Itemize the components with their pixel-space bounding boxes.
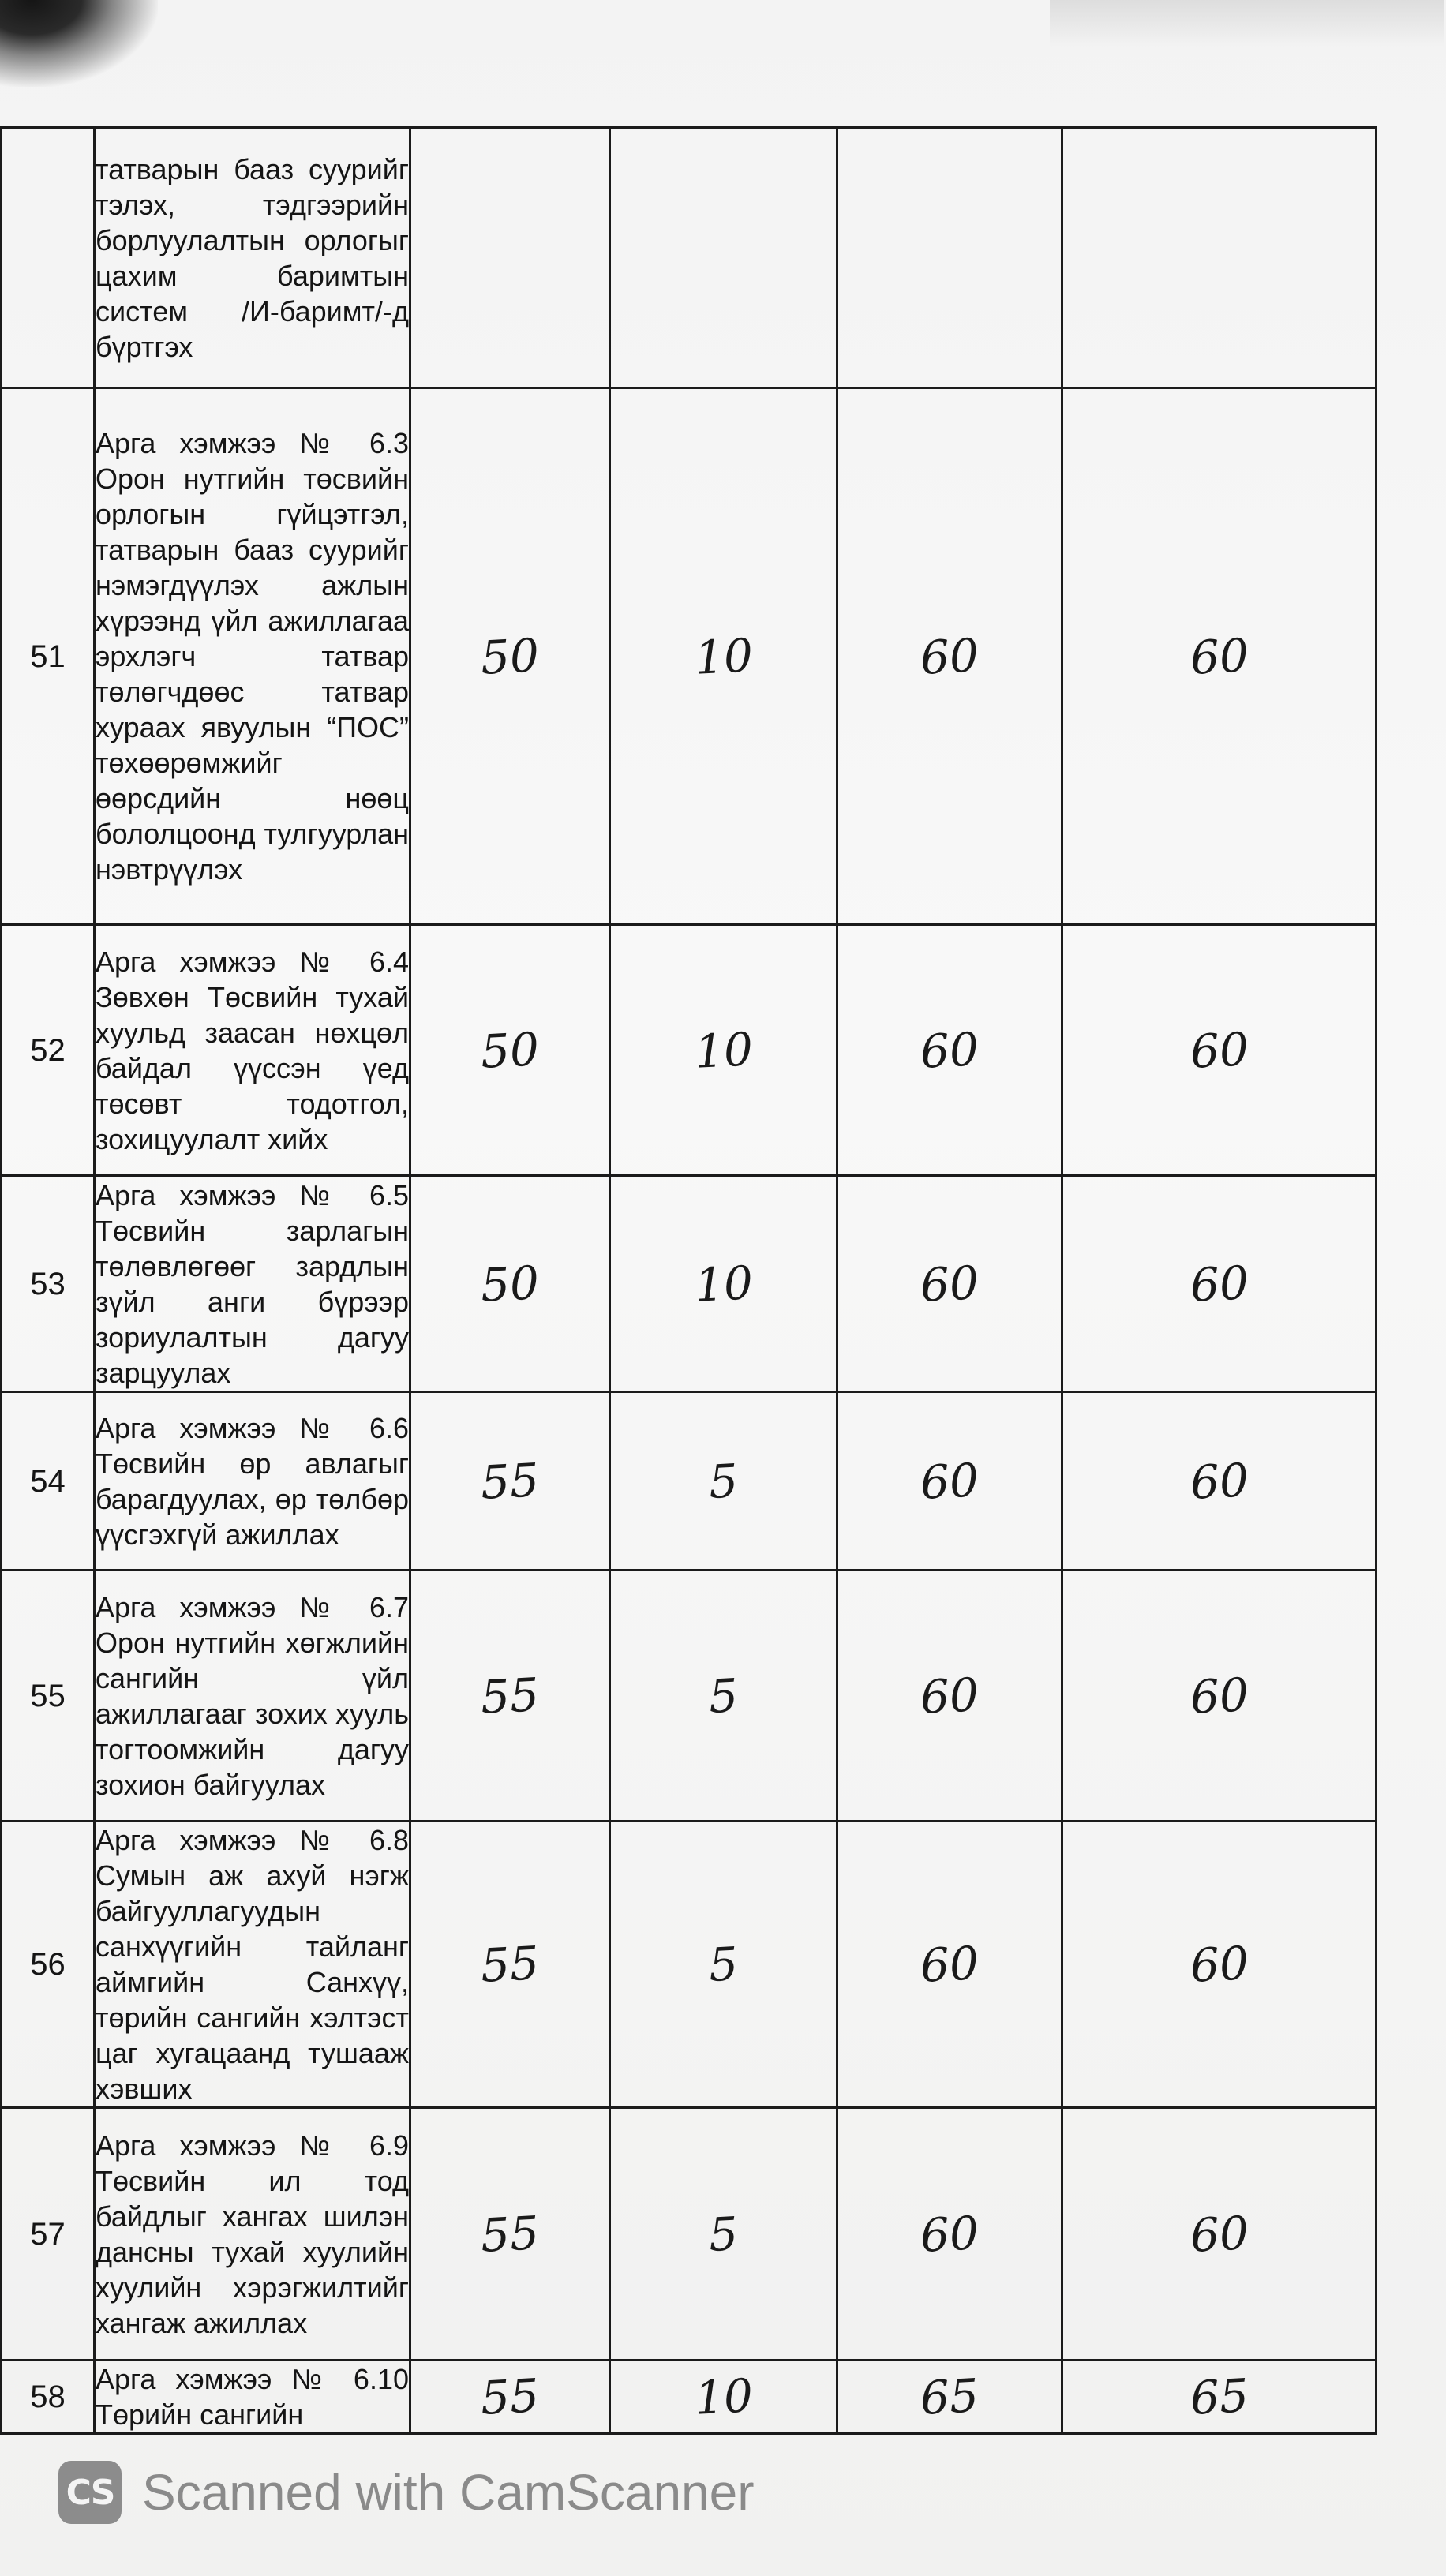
- value-cell: [837, 1571, 1062, 1822]
- handwritten-value: 60: [919, 1255, 980, 1312]
- table-row: [2, 388, 1377, 925]
- page-corner-shadow: [0, 0, 158, 87]
- table-row: [2, 2361, 1377, 2434]
- handwritten-value: 60: [1188, 1936, 1250, 1993]
- value-cell: [1062, 388, 1377, 925]
- handwritten-value: 50: [479, 1021, 541, 1079]
- handwritten-value: 55: [479, 2205, 541, 2263]
- value-cell: [410, 388, 610, 925]
- handwritten-value: 10: [692, 2368, 755, 2425]
- value-cell: [837, 388, 1062, 925]
- handwritten-value: 60: [919, 1021, 980, 1079]
- value-cell: [610, 1571, 837, 1822]
- table-row: [2, 1392, 1377, 1571]
- handwritten-value: 60: [1188, 2205, 1250, 2263]
- handwritten-value: 65: [919, 2368, 980, 2425]
- camscanner-watermark: [58, 2461, 755, 2524]
- table-row: [2, 1822, 1377, 2108]
- value-cell: [610, 1176, 837, 1392]
- handwritten-value: 60: [1188, 1255, 1250, 1312]
- row-number: 56: [2, 1822, 95, 2108]
- value-cell: [410, 1176, 610, 1392]
- row-number: 57: [2, 2108, 95, 2361]
- handwritten-value: 10: [692, 627, 755, 685]
- measure-description: татварын бааз суурийг тэлэх, тэдгээрийн борлуулалтын орлогыг цахим баримтын систем /И-баримт/-д бүртгэх: [95, 128, 410, 388]
- handwritten-value: 5: [707, 1937, 740, 1992]
- table-row: [2, 2108, 1377, 2361]
- measure-description: Арга хэмжээ № 6.5 Төсвийн зарлагын төлөвлөгөөг зардлын зүйл анги бүрээр зориулалтын дагуу зарцуулах: [95, 1176, 410, 1392]
- value-cell: [837, 128, 1062, 388]
- value-cell: [1062, 925, 1377, 1176]
- value-cell: [837, 1176, 1062, 1392]
- table-row: [2, 1176, 1377, 1392]
- measure-description: Арга хэмжээ № 6.9 Төсвийн ил тод байдлыг хангах шилэн дансны тухай хуулийн хуулийн хэрэгжилтийг хангаж ажиллах: [95, 2108, 410, 2361]
- handwritten-value: 60: [1188, 627, 1250, 685]
- camscanner-logo-icon: CS: [58, 2461, 122, 2524]
- row-number: [2, 128, 95, 388]
- measure-description: Арга хэмжээ № 6.3 Орон нутгийн төсвийн орлогын гүйцэтгэл, татварын бааз суурийг нэмэгдүүлэх ажлын хүрээнд үйл ажиллагаа эрхлэгч татвар төлөгчдөөс татвар хураах явуулын “ПОС” төхөөрөмжийг өөрсдийн нөөц бололцоонд тулгуурлан нэвтрүүлэх: [95, 388, 410, 925]
- value-cell: [410, 1822, 610, 2108]
- row-number: 51: [2, 388, 95, 925]
- value-cell: [410, 2108, 610, 2361]
- value-cell: [1062, 1571, 1377, 1822]
- value-cell: [1062, 1176, 1377, 1392]
- value-cell: [1062, 2361, 1377, 2434]
- value-cell: [610, 388, 837, 925]
- table-row: [2, 1571, 1377, 1822]
- handwritten-value: 60: [919, 1667, 980, 1724]
- handwritten-value: 55: [479, 1936, 541, 1993]
- value-cell: [1062, 2108, 1377, 2361]
- row-number: 58: [2, 2361, 95, 2434]
- row-number: 52: [2, 925, 95, 1176]
- measure-description: Арга хэмжээ № 6.8 Сумын аж ахуй нэгж байгууллагуудын санхүүгийн тайланг аймгийн Санхүү, төрийн сангийн хэлтэст цаг хугацаанд тушааж хэвших: [95, 1822, 410, 2108]
- handwritten-value: 5: [707, 1668, 740, 1724]
- budget-measures-table: [0, 126, 1377, 2435]
- handwritten-value: 60: [919, 2205, 980, 2263]
- row-number: 53: [2, 1176, 95, 1392]
- handwritten-value: 60: [1188, 1452, 1250, 1510]
- handwritten-value: 65: [1188, 2368, 1250, 2425]
- measure-description: Арга хэмжээ № 6.6 Төсвийн өр авлагыг барагдуулах, өр төлбөр үүсгэхгүй ажиллах: [95, 1392, 410, 1571]
- value-cell: [610, 925, 837, 1176]
- value-cell: [610, 2361, 837, 2434]
- value-cell: [610, 1392, 837, 1571]
- value-cell: [837, 2108, 1062, 2361]
- value-cell: [837, 1822, 1062, 2108]
- handwritten-value: 60: [919, 1936, 980, 1993]
- value-cell: [410, 128, 610, 388]
- value-cell: [1062, 1822, 1377, 2108]
- value-cell: [410, 925, 610, 1176]
- page-edge-shadow: [1050, 0, 1444, 47]
- handwritten-value: 60: [1188, 1021, 1250, 1079]
- value-cell: [837, 925, 1062, 1176]
- handwritten-value: 5: [707, 2206, 740, 2262]
- table-row: [2, 925, 1377, 1176]
- measure-description: Арга хэмжээ № 6.4 Зөвхөн Төсвийн тухай хуульд заасан нөхцөл байдал үүссэн үед төсөвт тодотгол, зохицуулалт хийх: [95, 925, 410, 1176]
- value-cell: [610, 1822, 837, 2108]
- handwritten-value: 55: [479, 1452, 541, 1510]
- row-number: 55: [2, 1571, 95, 1822]
- handwritten-value: 50: [479, 1255, 541, 1312]
- value-cell: [837, 1392, 1062, 1571]
- handwritten-value: 10: [692, 1255, 755, 1312]
- value-cell: [410, 1392, 610, 1571]
- handwritten-value: 10: [692, 1021, 755, 1079]
- watermark-text: Scanned with CamScanner: [142, 2464, 755, 2521]
- measure-description: Арга хэмжээ № 6.10 Төрийн сангийн: [95, 2361, 410, 2434]
- value-cell: [410, 1571, 610, 1822]
- table-row: [2, 128, 1377, 388]
- handwritten-value: 55: [479, 2368, 541, 2425]
- value-cell: [610, 128, 837, 388]
- value-cell: [1062, 1392, 1377, 1571]
- measure-description: Арга хэмжээ № 6.7 Орон нутгийн хөгжлийн сангийн үйл ажиллагааг зохих хууль тогтоомжийн дагуу зохион байгуулах: [95, 1571, 410, 1822]
- handwritten-value: 60: [1188, 1667, 1250, 1724]
- handwritten-value: 50: [479, 627, 541, 685]
- handwritten-value: 55: [479, 1667, 541, 1724]
- handwritten-value: 60: [919, 1452, 980, 1510]
- value-cell: [837, 2361, 1062, 2434]
- handwritten-value: 5: [707, 1453, 740, 1509]
- row-number: 54: [2, 1392, 95, 1571]
- value-cell: [610, 2108, 837, 2361]
- value-cell: [410, 2361, 610, 2434]
- handwritten-value: 60: [919, 627, 980, 685]
- value-cell: [1062, 128, 1377, 388]
